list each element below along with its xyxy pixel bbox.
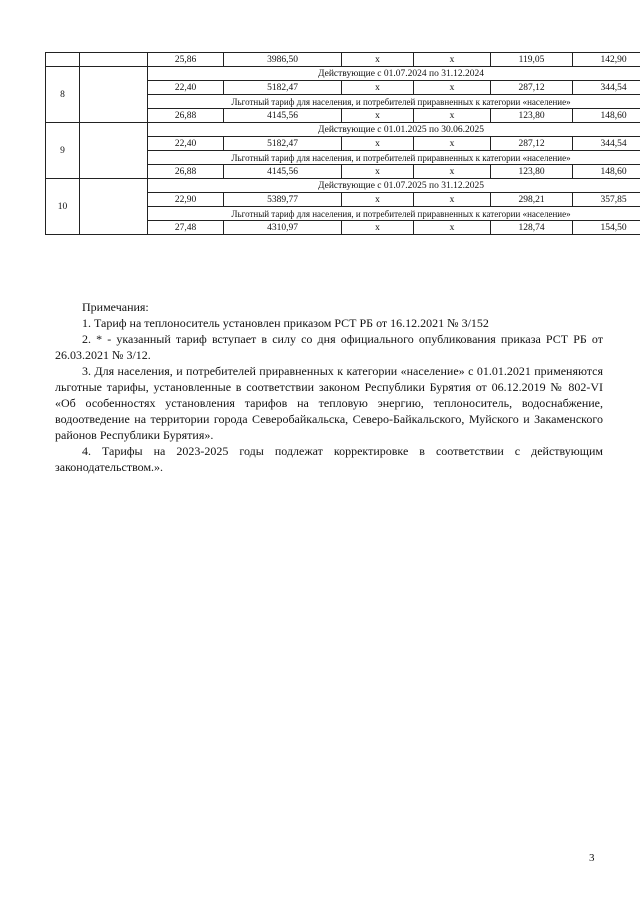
table-cell: 22,40	[148, 81, 224, 95]
note-item: 3. Для населения, и потребителей приравненных к категории «население» с 01.01.2021 применяются льготные тарифы, установленные в соответствии законом Республики Бурятия от 06.12.2019 № 802-VI «Об особенностях установления тарифов на тепловую энергию, теплоноситель, водоснабжение, водоотведение на территории города Северобайкальска, Северо-Байкальского, Муйского и Закаменского районов Республики Бурятия».	[55, 364, 603, 442]
table-cell: 148,60	[573, 109, 640, 123]
lgot-label: Льготный тариф для населения, и потребителей приравненных к категории «население»	[148, 207, 640, 221]
name-cell	[80, 67, 148, 123]
period-label: Действующие с 01.07.2024 по 31.12.2024	[148, 67, 640, 81]
period-row	[46, 179, 640, 193]
note-item: 1. Тариф на теплоноситель установлен приказом РСТ РБ от 16.12.2021 № 3/152	[82, 316, 489, 330]
table-cell: 142,90	[573, 53, 640, 67]
table-cell: x	[414, 81, 491, 95]
table-cell: 128,74	[491, 221, 573, 235]
table-cell: x	[414, 193, 491, 207]
table-cell: x	[342, 137, 414, 151]
period-label: Действующие с 01.07.2025 по 31.12.2025	[148, 179, 640, 193]
table-cell: x	[342, 81, 414, 95]
table-cell: x	[414, 109, 491, 123]
table-cell: 148,60	[573, 165, 640, 179]
table-cell: x	[342, 165, 414, 179]
table-cell: 154,50	[573, 221, 640, 235]
table-cell: 4145,56	[224, 109, 342, 123]
note-item: 4. Тарифы на 2023-2025 годы подлежат корректировке в соответствии с действующим законодательством.».	[55, 444, 603, 474]
notes-section	[55, 299, 603, 475]
table-cell: x	[414, 137, 491, 151]
table-cell: 4310,97	[224, 221, 342, 235]
table-cell: 26,88	[148, 165, 224, 179]
table-cell: 22,40	[148, 137, 224, 151]
note-item: 2. * - указанный тариф вступает в силу со дня официального опубликования приказа РСТ РБ от 26.03.2021 № 3/12.	[55, 332, 603, 362]
name-cell	[80, 53, 148, 67]
table-cell: x	[342, 193, 414, 207]
table-cell: 119,05	[491, 53, 573, 67]
period-row	[46, 67, 640, 81]
name-cell	[80, 179, 148, 235]
number-cell	[46, 53, 80, 67]
row-number-cell: 10	[46, 179, 80, 235]
period-row	[46, 123, 640, 137]
notes-title: Примечания:	[82, 300, 149, 314]
table-cell: 27,48	[148, 221, 224, 235]
table-cell: x	[342, 221, 414, 235]
table-cell: 123,80	[491, 165, 573, 179]
table-cell: x	[414, 165, 491, 179]
table-cell: x	[414, 53, 491, 67]
page-number: 3	[589, 852, 595, 864]
table-cell: 22,90	[148, 193, 224, 207]
tariff-table	[45, 52, 640, 235]
table-cell: 298,21	[491, 193, 573, 207]
table-cell: 3986,50	[224, 53, 342, 67]
row-number-cell: 9	[46, 123, 80, 179]
table-cell: x	[414, 221, 491, 235]
lgot-label: Льготный тариф для населения, и потребителей приравненных к категории «население»	[148, 151, 640, 165]
table-cell: 4145,56	[224, 165, 342, 179]
row-number-cell: 8	[46, 67, 80, 123]
table-cell: 26,88	[148, 109, 224, 123]
table-cell: 357,85	[573, 193, 640, 207]
table-cell: x	[342, 109, 414, 123]
period-label: Действующие с 01.01.2025 по 30.06.2025	[148, 123, 640, 137]
table-cell: 25,86	[148, 53, 224, 67]
table-cell: 123,80	[491, 109, 573, 123]
table-cell: x	[342, 53, 414, 67]
table-cell: 287,12	[491, 81, 573, 95]
table-row	[46, 53, 640, 67]
table-cell: 344,54	[573, 81, 640, 95]
table-cell: 5182,47	[224, 137, 342, 151]
table-cell: 5182,47	[224, 81, 342, 95]
name-cell	[80, 123, 148, 179]
lgot-label: Льготный тариф для населения, и потребителей приравненных к категории «население»	[148, 95, 640, 109]
table-cell: 5389,77	[224, 193, 342, 207]
table-cell: 344,54	[573, 137, 640, 151]
table-cell: 287,12	[491, 137, 573, 151]
